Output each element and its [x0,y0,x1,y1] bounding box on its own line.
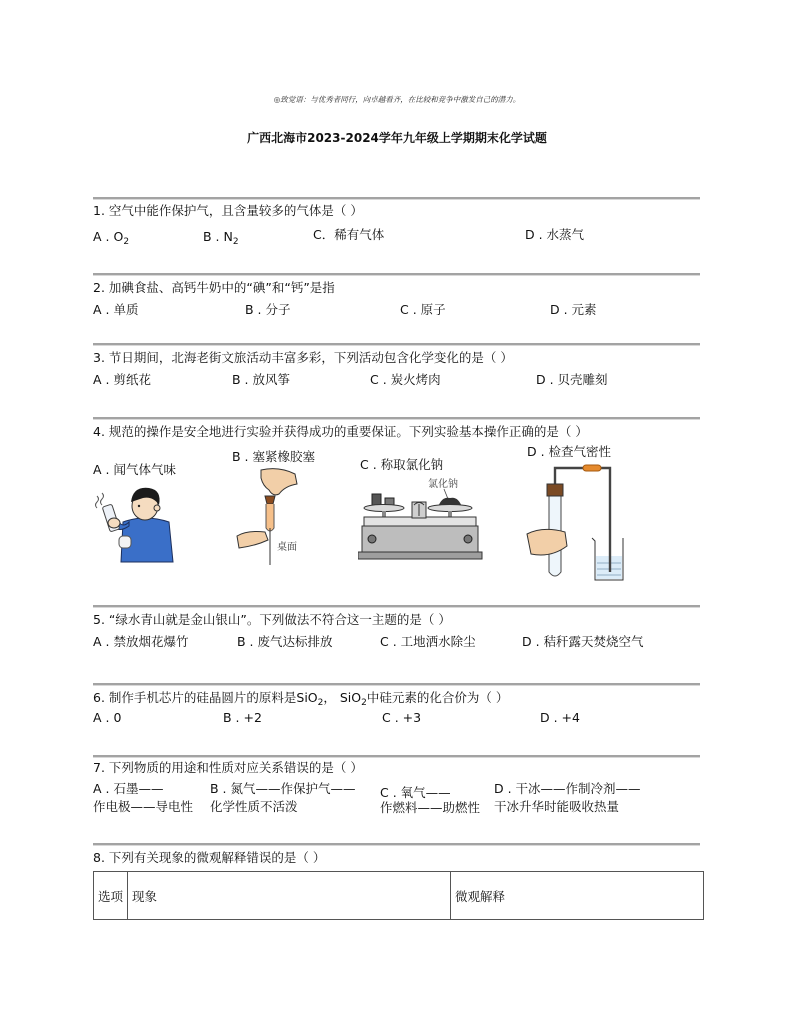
separator-q6 [93,683,700,686]
separator-q2 [93,273,700,276]
figure-b-insert-stopper [235,466,305,566]
page-title: 广西北海市2023-2024学年九年级上学期期末化学试题 [247,131,547,145]
q7-option-a-line2: 作电极——导电性 [93,799,194,814]
separator-q3 [93,343,700,346]
q5-option-b: B . 废气达标排放 [237,634,333,649]
q7-option-b-line1: B . 氮气——作保护气—— [210,781,356,796]
subscript: 2 [123,237,130,247]
ear [154,505,160,511]
q7-option-c-line2: 作燃料——助燃性 [380,800,481,815]
q1-option-a [93,229,129,245]
separator-q8 [93,843,700,846]
q6-stem [93,690,508,706]
sodium-chloride-label: 氯化钠 [428,479,458,490]
lower-hand [237,532,268,549]
q4-option-b: B . 塞紧橡胶塞 [232,449,315,464]
q6-option-b: B . +2 [223,710,262,725]
q5-option-a: A . 禁放烟花爆竹 [93,634,189,649]
header-motto: ◎致觉语：与优秀者同行，向卓越看齐，在比较和竞争中激发自己的潜力。 [273,95,521,104]
q2-option-c: C . 原子 [400,302,446,317]
test-tube [266,504,274,531]
q7-option-b-line2: 化学性质不活泼 [210,799,298,814]
q7-option-a-line1: A . 石墨—— [93,781,164,796]
q7-option-c-line1: C . 氧气—— [380,785,451,800]
stem-text: 中硅元素的化合价为（ ） [366,690,509,705]
q1-option-b [203,229,239,245]
q8-stem: 8. 下列有关现象的微观解释错误的是（ ） [93,850,326,865]
separator-q4 [93,417,700,420]
q7-option-d-line1: D . 干冰——作制冷剂—— [494,781,641,796]
q1-stem: 1. 空气中能作保护气，且含量较多的气体是（ ） [93,203,363,218]
stem-text: ， SiO [323,690,362,705]
q4-option-a: A . 闻气体气味 [93,462,176,477]
q3-stem: 3. 节日期间，北海老街文旅活动丰富多彩，下列活动包含化学变化的是（ ） [93,350,513,365]
header-micro-explanation: 微观解释 [451,872,704,920]
q5-stem: 5. “绿水青山就是金山银山”。下列做法不符合这一主题的是（ ） [93,612,451,627]
left-pan [364,505,404,512]
header-option: 选项 [94,872,128,920]
q3-option-b: B . 放风筝 [232,372,290,387]
q4-option-c: C . 称取氯化钠 [360,457,444,472]
odor-wave-lines [96,493,104,508]
q3-option-c: C . 炭火烤肉 [370,372,441,387]
rubber-connector [583,465,601,471]
subscript: 2 [361,698,367,708]
q4-option-d: D . 检查气密性 [527,444,612,459]
header-phenomenon: 现象 [128,872,451,920]
q1-option-c: C．稀有气体 [313,227,385,242]
q2-option-d: D . 元素 [550,302,597,317]
option-text: A . O [93,229,124,244]
eye [138,505,140,507]
option-text: B . N [203,229,233,244]
q6-option-a: A . 0 [93,710,122,725]
upper-hand [261,469,297,495]
separator-q5 [93,605,700,608]
q8-table [93,871,704,920]
figure-d-check-airtightness [525,460,625,582]
q7-stem: 7. 下列物质的用途和性质对应关系错误的是（ ） [93,760,363,775]
rubber-stopper [265,496,275,504]
subscript: 2 [317,698,324,708]
separator-q7 [93,755,700,758]
q7-option-d-line2: 干冰升华时能吸收热量 [494,799,620,814]
base-plate [358,552,482,559]
q2-stem: 2. 加碘食盐、高钙牛奶中的“碘”和“钙”是指 [93,280,335,295]
q6-option-c: C . +3 [382,710,422,725]
stopper [547,484,563,496]
stem-text: 6. 制作手机芯片的硅晶圆片的原料是SiO [93,690,318,705]
q5-option-d: D . 秸秆露天焚烧空气 [522,634,644,649]
q3-option-a: A . 剪纸花 [93,372,151,387]
q6-option-d: D . +4 [540,710,580,725]
adjust-knob-left [368,535,376,543]
left-pan-stem [382,511,386,517]
hand [108,518,120,528]
q3-option-d: D . 贝壳雕刻 [536,372,608,387]
right-pan-stem [448,511,452,517]
table-surface-label: 桌面 [277,542,297,553]
q4-stem: 4. 规范的操作是安全地进行实验并获得成功的重要保证。下列实验基本操作正确的是（ ） [93,424,588,439]
q1-option-d: D . 水蒸气 [525,227,585,242]
q2-option-a: A . 单质 [93,302,139,317]
figure-a-smell-gas [93,478,178,563]
figure-c-balance [358,472,483,562]
right-pan [428,505,472,512]
other-hand [119,536,131,548]
q2-option-b: B . 分子 [245,302,291,317]
balance-body [362,526,478,552]
subscript: 2 [232,237,239,247]
separator-q1 [93,197,700,200]
q5-option-c: C . 工地洒水除尘 [380,634,476,649]
adjust-knob-right [464,535,472,543]
table-header-row [94,872,704,920]
label-leader-line [444,489,448,499]
